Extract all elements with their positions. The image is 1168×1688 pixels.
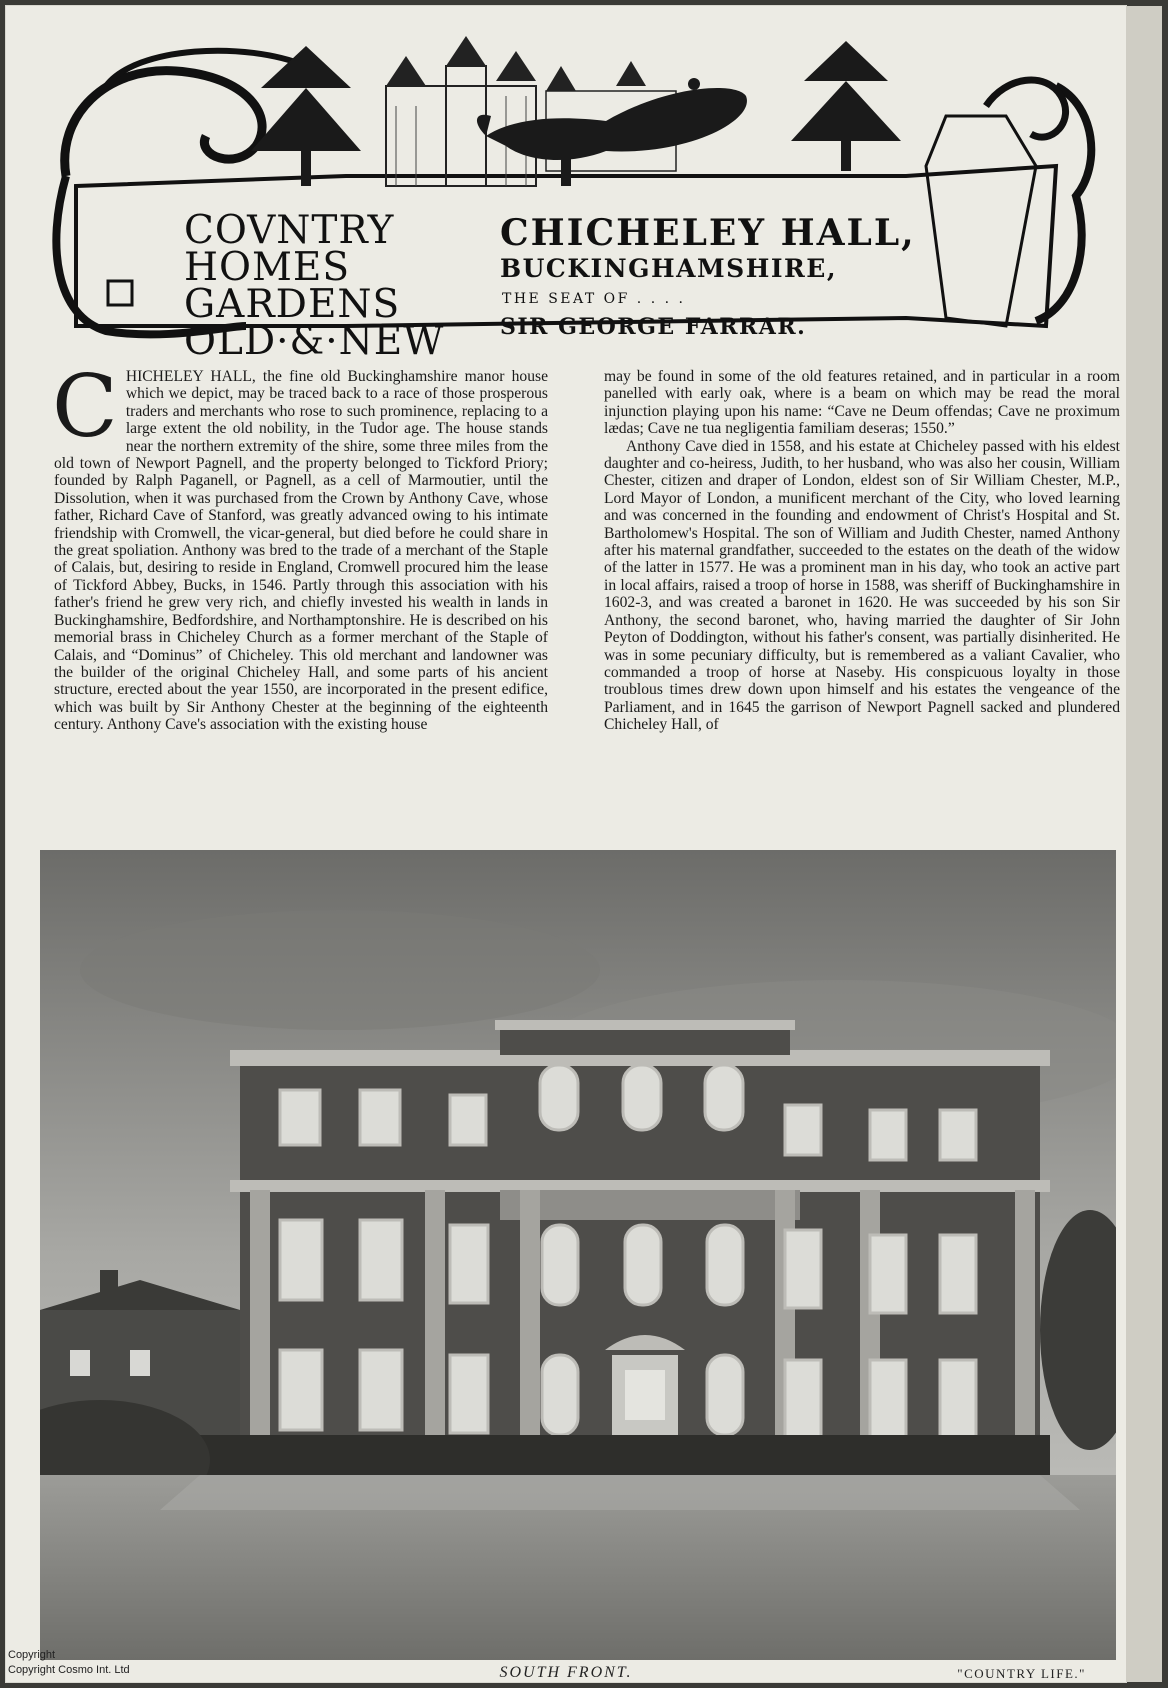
text-column-right [604,368,1120,734]
paragraph [52,357,548,734]
owner-name: SIR GEORGE FARRAR. [500,314,807,340]
photo-caption: SOUTH FRONT. [499,1664,633,1681]
page-edge [1126,6,1162,1682]
series-line-1: COVNTRY [184,208,395,253]
series-line-2: HOMES [184,245,351,290]
house-illustration [40,850,1116,1660]
paragraph: may be found in some of the old features retained, and in particular in a room panelled with early oak, where is a beam on which may be read the moral injunction playing upon his name: “Cave ne Deum offendas; Cave ne proximum lædas; Cave ne tua negligentia familiam deseras; 1550.” [604,368,1120,438]
article-title: CHICHELEY HALL, [500,212,916,254]
magazine-page [6,6,1126,1682]
series-line-4: OLD·&·NEW [184,319,445,364]
copyright-notice [8,1648,130,1678]
paragraph: Anthony Cave died in 1558, and his estate at Chicheley passed with his eldest daughter and co-heiress, Judith, to her husband, who was also her cousin, William Chester, citizen and draper of London, eldest son of Sir William Chester, M.P., Lord Mayor of London, a munificent merchant of the City, who loved learning and was concerned in the founding and endowment of Christ's Hospital and St. Bartholomew's Hospital. The son of William and Judith Chester, named Anthony after his maternal grandfather, succeeded to the estates on the death of the widow of the latter in 1577. He was a prominent man in his day, who took an active part in local affairs, raised a troop of horse in 1588, was sheriff of Buckinghamshire in 1602-3, and was created a baronet in 1620. He was succeeded by his son Sir Anthony, the second baronet, who, having married the daughter of Sir John Peyton of Doddington, without his father's consent, was partially disinherited. He was in some pecuniary difficulty, but is remembered as a valiant Cavalier, who commanded a troop of horse at Naseby. His conspicuous loyalty in those troublous times drew down upon himself and his estates the vengeance of the Parliament, and in 1645 the garrison of Newport Pagnell sacked and plundered Chicheley Hall, of [604,437,1120,734]
article-subtitle: BUCKINGHAMSHIRE, [500,254,838,283]
text-column-left [52,357,548,734]
photo-credit: "COUNTRY LIFE." [957,1666,1086,1681]
drop-cap: C [52,357,118,457]
seat-line: THE SEAT OF . . . . [502,291,686,307]
copyright-label: Copyright [8,1649,56,1661]
decorative-banner [46,26,1106,364]
series-title [184,208,445,364]
south-front-photo [40,850,1116,1660]
copyright-owner: Copyright Cosmo Int. Ltd [8,1664,130,1676]
paragraph-text: HICHELEY HALL, the fine old Buckinghamshire manor house which we depict, may be traced back to a race of those prosperous traders and merchants who rose to such prominence, replacing to a large extent the old nobility, in the Tudor age. The house stands near the northern extremity of the shire, some three miles from the old town of Newport Pagnell, and the property belonged to Tickford Priory; founded by Ralph Paganell, or Pagnell, as a cell of Marmoutier, until the Dissolution, when it was purchased from the Crown by Anthony Cave, whose father, Richard Cave of Stanford, was greatly advanced owing to his intimate friendship with Cromwell, the vicar-general, but died before he could share in the great spoliation. Anthony was bred to the trade of a merchant of the Staple of Calais, but, desiring to reside in England, Cromwell procured him the lease of Tickford Abbey, Bucks, in 1546. Partly through this association with his father's friend he grew very rich, and chiefly invested his wealth in lands in Buckinghamshire, Bedfordshire, and Northamptonshire. He is described on his memorial brass in Chicheley Church as a former merchant of the Staple of Calais, and “Dominus” of Chicheley. This old merchant and landowner was the builder of the original Chicheley Hall, and some parts of his ancient structure, erected about the year 1550, are incorporated in the present edifice, which was built by Sir Anthony Chester at the beginning of the eighteenth century. Anthony Cave's association with the existing house [54,368,548,734]
series-line-3: GARDENS [184,282,401,327]
